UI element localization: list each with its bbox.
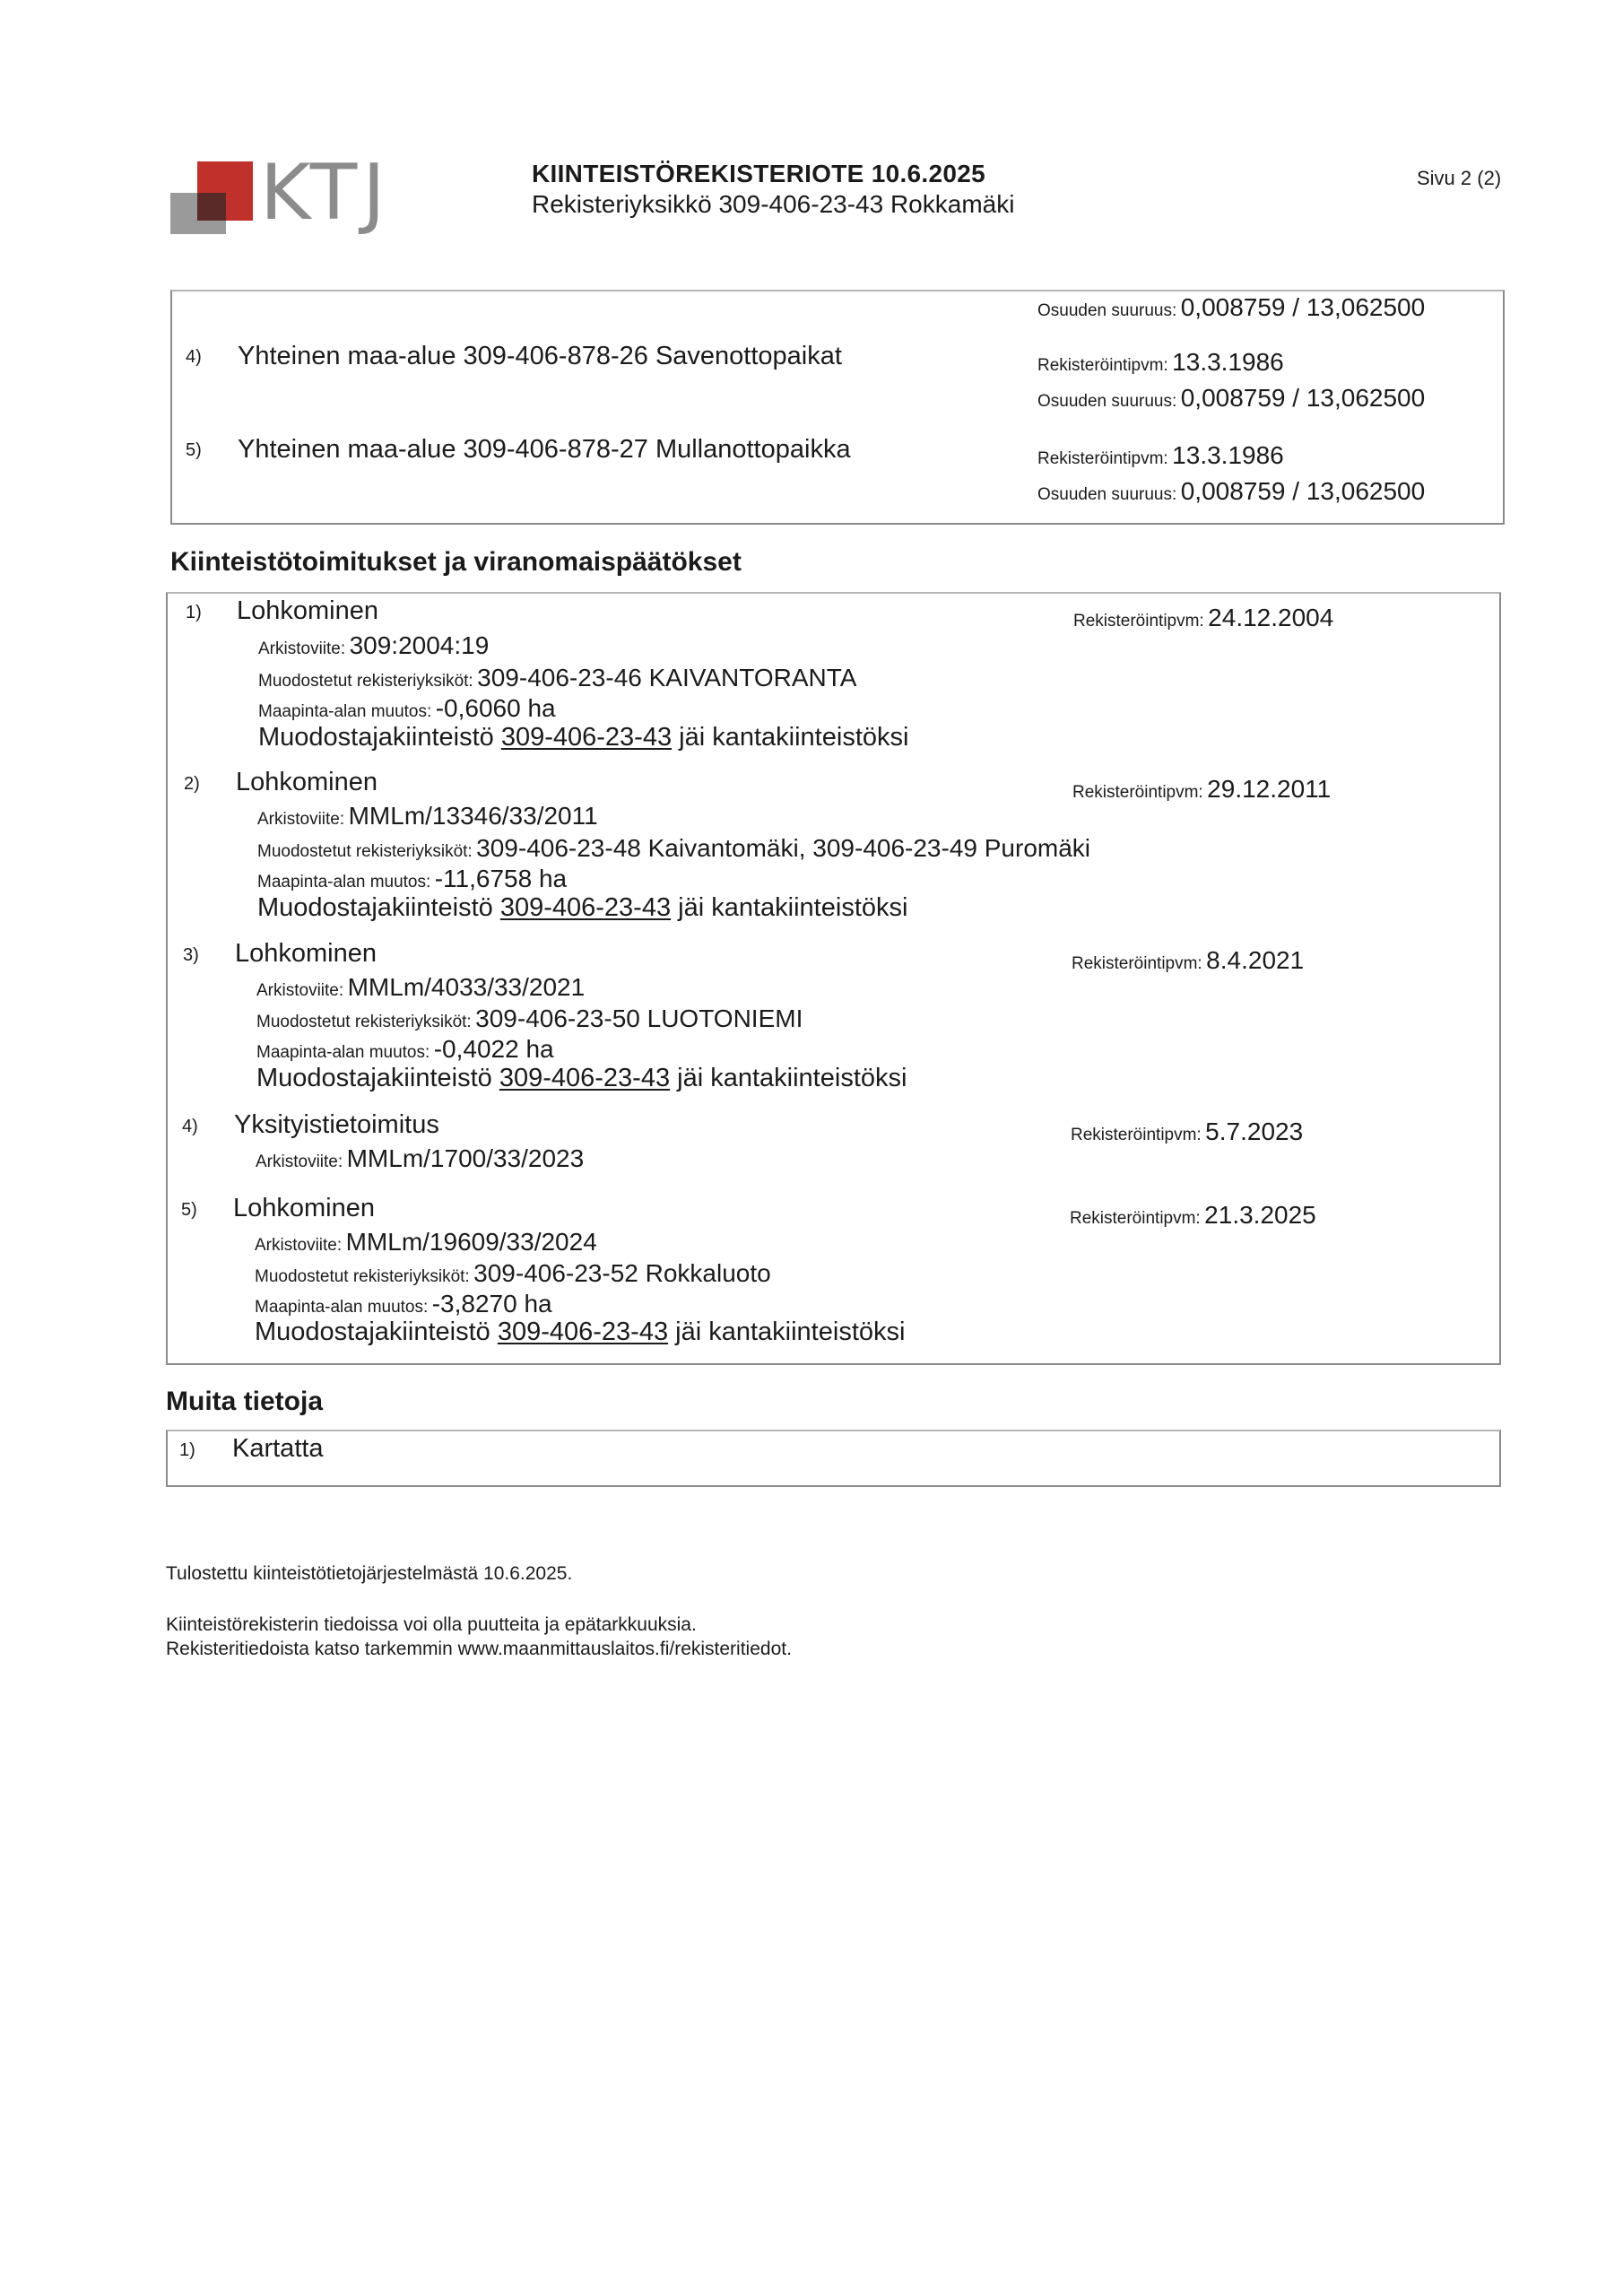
page-number: Sivu 2 (2) — [1417, 167, 1502, 189]
other-info-box — [166, 1430, 1501, 1487]
archive-value: MMLm/13346/33/2011 — [348, 802, 598, 830]
parent-prefix: Muodostajakiinteistö — [256, 1064, 492, 1092]
ownership-item-number: 5) — [186, 440, 202, 460]
reg-date-label: Rekisteröintipvm: — [1037, 356, 1168, 375]
parent-suffix: jäi kantakiinteistöksi — [675, 1318, 906, 1346]
logo-overlap-square — [197, 193, 226, 221]
formed-value: 309-406-23-48 Kaivantomäki, 309-406-23-49 Puromäki — [476, 834, 1091, 862]
archive-value: MMLm/19609/33/2024 — [345, 1228, 597, 1256]
area-label: Maapinta-alan muutos: — [255, 1298, 429, 1317]
parent-id-link[interactable]: 309-406-23-43 — [500, 723, 673, 752]
reg-date-label: Rekisteröintipvm: — [1072, 783, 1203, 802]
reg-date-label: Rekisteröintipvm: — [1070, 1209, 1201, 1228]
share-value: 0,008759 / 13,062500 — [1180, 384, 1426, 412]
proceeding-formed — [257, 834, 1090, 863]
disclaimer-line-2: Rekisteritiedoista katso tarkemmin www.maanmittauslaitos.fi/rekisteritiedot. — [166, 1639, 792, 1659]
proceeding-archive — [258, 631, 489, 660]
document-subtitle: Rekisteriyksikkö 309-406-23-43 Rokkamäki — [532, 190, 1015, 218]
parent-suffix: jäi kantakiinteistöksi — [679, 723, 909, 752]
archive-label: Arkistoviite: — [256, 981, 344, 1000]
parent-prefix: Muodostajakiinteistö — [255, 1318, 490, 1346]
disclaimer-line-1: Kiinteistörekisterin tiedoissa voi olla puutteita ja epätarkkuuksia. — [166, 1614, 697, 1635]
printed-note: Tulostettu kiinteistötietojärjestelmästä 10.6.2025. — [166, 1563, 573, 1584]
parent-id-link[interactable]: 309-406-23-43 — [497, 1318, 669, 1346]
ownership-item-reg-date — [1037, 441, 1284, 470]
reg-date-label: Rekisteröintipvm: — [1037, 449, 1168, 468]
archive-label: Arkistoviite: — [258, 639, 346, 658]
proceeding-area-change — [255, 1290, 552, 1318]
parent-prefix: Muodostajakiinteistö — [258, 723, 494, 752]
formed-value: 309-406-23-46 KAIVANTORANTA — [477, 664, 857, 691]
formed-label: Muodostetut rekisteriyksiköt: — [258, 672, 473, 691]
archive-value: 309:2004:19 — [349, 631, 490, 659]
proceeding-formed — [256, 1004, 803, 1033]
formed-label: Muodostetut rekisteriyksiköt: — [257, 842, 473, 861]
area-value: -3,8270 ha — [431, 1290, 552, 1318]
ownership-item-share — [1037, 384, 1425, 413]
proceeding-archive — [256, 1144, 584, 1173]
reg-date-value: 5.7.2023 — [1205, 1118, 1304, 1145]
proceeding-number: 4) — [182, 1117, 198, 1136]
proceeding-archive — [256, 973, 585, 1002]
proceeding-number: 1) — [186, 603, 202, 622]
archive-label: Arkistoviite: — [257, 810, 345, 829]
proceeding-type: Lohkominen — [233, 1194, 375, 1222]
area-value: -11,6758 ha — [434, 865, 568, 892]
reg-date-label: Rekisteröintipvm: — [1072, 954, 1202, 973]
proceeding-reg-date — [1072, 775, 1331, 804]
parent-prefix: Muodostajakiinteistö — [257, 893, 493, 922]
formed-label: Muodostetut rekisteriyksiköt: — [255, 1267, 470, 1286]
proceeding-reg-date — [1072, 946, 1304, 975]
share-label: Osuuden suuruus: — [1037, 485, 1177, 504]
proceeding-formed — [255, 1259, 771, 1288]
reg-date-label: Rekisteröintipvm: — [1071, 1126, 1202, 1144]
area-label: Maapinta-alan muutos: — [256, 1043, 430, 1062]
area-label: Maapinta-alan muutos: — [258, 702, 432, 721]
formed-label: Muodostetut rekisteriyksiköt: — [256, 1013, 472, 1031]
ownership-item-name: Yhteinen maa-alue 309-406-878-26 Savenottopaikat — [238, 342, 842, 370]
reg-date-value: 13.3.1986 — [1172, 441, 1284, 469]
area-value: -0,6060 ha — [435, 694, 556, 722]
parent-id-link[interactable]: 309-406-23-43 — [499, 1064, 671, 1092]
share-value: 0,008759 / 13,062500 — [1180, 293, 1426, 321]
parent-id-link[interactable]: 309-406-23-43 — [499, 893, 672, 922]
proceeding-parent — [255, 1318, 905, 1347]
proceeding-area-change — [257, 865, 567, 893]
proceeding-area-change — [258, 694, 556, 723]
share-value: 0,008759 / 13,062500 — [1180, 477, 1426, 505]
other-item-number: 1) — [179, 1440, 195, 1460]
ownership-item-number: 4) — [186, 347, 202, 367]
ownership-item-share — [1037, 477, 1425, 506]
other-item-text: Kartatta — [232, 1434, 324, 1463]
archive-label: Arkistoviite: — [255, 1236, 343, 1255]
archive-value: MMLm/1700/33/2023 — [346, 1144, 585, 1172]
proceeding-area-change — [256, 1035, 554, 1064]
formed-value: 309-406-23-52 Rokkaluoto — [473, 1259, 771, 1287]
document-title: KIINTEISTÖREKISTERIOTE 10.6.2025 — [532, 160, 985, 187]
proceeding-reg-date — [1071, 1118, 1303, 1146]
proceeding-archive — [255, 1228, 597, 1257]
proceeding-number: 3) — [183, 945, 199, 965]
reg-date-value: 21.3.2025 — [1204, 1201, 1316, 1229]
proceeding-reg-date — [1073, 604, 1333, 632]
proceeding-archive — [257, 802, 598, 831]
proceeding-parent — [257, 893, 907, 923]
proceeding-number: 5) — [181, 1200, 197, 1220]
reg-date-value: 24.12.2004 — [1208, 604, 1334, 631]
proceeding-type: Lohkominen — [237, 596, 378, 625]
proceeding-type: Lohkominen — [236, 768, 378, 796]
proceeding-parent — [256, 1064, 907, 1093]
ownership-item-reg-date — [1037, 348, 1284, 377]
ownership-item-name: Yhteinen maa-alue 309-406-878-27 Mullanottopaikka — [238, 435, 851, 464]
parent-suffix: jäi kantakiinteistöksi — [677, 1064, 907, 1092]
top-share-line — [1037, 293, 1425, 322]
logo-text: KTJ — [260, 148, 391, 238]
section-title-other: Muita tietoja — [166, 1387, 324, 1416]
proceeding-parent — [258, 723, 908, 752]
proceeding-formed — [258, 664, 856, 692]
section-title-proceedings: Kiinteistötoimitukset ja viranomaispäätökset — [170, 547, 742, 577]
reg-date-label: Rekisteröintipvm: — [1073, 612, 1204, 631]
parent-suffix: jäi kantakiinteistöksi — [678, 893, 908, 922]
proceeding-type: Lohkominen — [235, 939, 377, 968]
archive-label: Arkistoviite: — [256, 1152, 343, 1171]
area-value: -0,4022 ha — [433, 1035, 554, 1063]
ktj-logo — [170, 148, 395, 238]
reg-date-value: 13.3.1986 — [1172, 348, 1284, 376]
proceeding-number: 2) — [184, 774, 200, 794]
proceeding-type: Yksityistietoimitus — [234, 1110, 439, 1139]
share-label: Osuuden suuruus: — [1037, 392, 1177, 411]
share-label: Osuuden suuruus: — [1037, 301, 1177, 320]
archive-value: MMLm/4033/33/2021 — [347, 973, 586, 1001]
area-label: Maapinta-alan muutos: — [257, 873, 431, 891]
proceeding-reg-date — [1070, 1201, 1316, 1230]
reg-date-value: 29.12.2011 — [1207, 775, 1332, 803]
formed-value: 309-406-23-50 LUOTONIEMI — [475, 1004, 803, 1032]
reg-date-value: 8.4.2021 — [1206, 946, 1305, 974]
